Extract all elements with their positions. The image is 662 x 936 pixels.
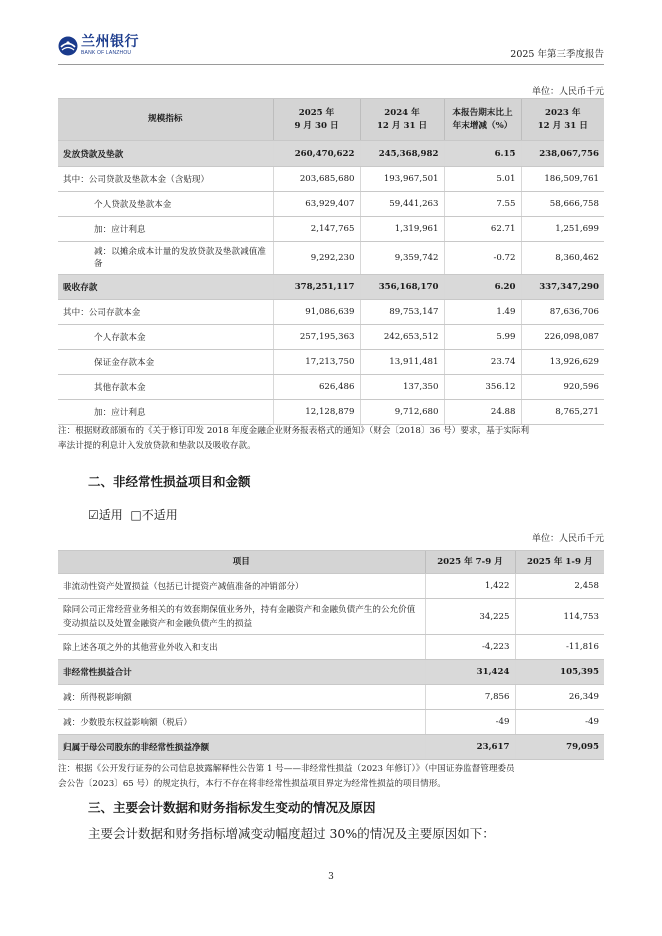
cell-value: 12,128,879 — [273, 400, 360, 425]
header-q3: 2025 年 7-9 月 — [425, 551, 515, 574]
cell-value: 9,712,680 — [360, 400, 444, 425]
header-metric: 规模指标 — [58, 99, 273, 141]
cell-value: 186,509,761 — [521, 167, 604, 192]
cell-value: 226,098,087 — [521, 325, 604, 350]
row-label: 除上述各项之外的其他营业外收入和支出 — [58, 635, 425, 660]
row-label: 个人存款本金 — [58, 325, 273, 350]
row-label: 发放贷款及垫款 — [58, 141, 273, 167]
cell-value: 1,319,961 — [360, 217, 444, 242]
cell-value: 34,225 — [425, 599, 515, 635]
cell-value: 13,911,481 — [360, 350, 444, 375]
row-label: 个人贷款及垫款本金 — [58, 192, 273, 217]
logo-english-name: BANK OF LANZHOU — [81, 50, 132, 56]
table-row — [58, 217, 604, 242]
row-label: 非经常性损益合计 — [58, 660, 425, 685]
section2-title: 二、非经常性损益项目和金额 — [88, 474, 251, 489]
row-label: 减：所得税影响额 — [58, 685, 425, 710]
header-col2: 2024 年 12 月 31 日 — [360, 99, 444, 141]
cell-value: 356.12 — [444, 375, 521, 400]
cell-value: 203,685,680 — [273, 167, 360, 192]
cell-value: 378,251,117 — [273, 275, 360, 300]
cell-value: 356,168,170 — [360, 275, 444, 300]
scale-indicators-table — [58, 98, 604, 425]
cell-value: 6.15 — [444, 141, 521, 167]
cell-value: 626,486 — [273, 375, 360, 400]
cell-value: 238,067,756 — [521, 141, 604, 167]
row-label: 非流动性资产处置损益（包括已计提资产减值准备的冲销部分） — [58, 574, 425, 599]
cell-value: -0.72 — [444, 242, 521, 275]
table-row — [58, 635, 604, 660]
cell-value: 59,441,263 — [360, 192, 444, 217]
cell-value: 58,666,758 — [521, 192, 604, 217]
table-row — [58, 375, 604, 400]
table1-note: 注：根据财政部颁布的《关于修订印发 2018 年度金融企业财务报表格式的通知》（财会〔2018〕36 号）要求，基于实际利 率法计提的利息计入发放贷款和垫款以及吸收存款。 — [58, 426, 530, 451]
row-label: 其他存款本金 — [58, 375, 273, 400]
table-row — [58, 574, 604, 599]
cell-value: 1,422 — [425, 574, 515, 599]
table-row — [58, 599, 604, 635]
row-label: 其中：公司贷款及垫款本金（含贴现） — [58, 167, 273, 192]
table-row — [58, 735, 604, 760]
cell-value: 63,929,407 — [273, 192, 360, 217]
bank-logo-icon — [58, 36, 78, 56]
cell-value: 91,086,639 — [273, 300, 360, 325]
row-label: 加：应计利息 — [58, 217, 273, 242]
not-applicable-checkbox[interactable]: □不适用 — [130, 508, 178, 522]
applicable-checkbox[interactable]: ☑适用 — [88, 508, 123, 522]
cell-value: 9,292,230 — [273, 242, 360, 275]
table-row — [58, 242, 604, 275]
table1-unit: 单位：人民币千元 — [531, 87, 604, 97]
page-number: 3 — [328, 872, 334, 882]
row-label: 保证金存款本金 — [58, 350, 273, 375]
table-row — [58, 685, 604, 710]
non-recurring-items-table — [58, 550, 604, 760]
header-col1: 2025 年 9 月 30 日 — [273, 99, 360, 141]
header-item: 项目 — [58, 551, 425, 574]
row-label: 减：以摊余成本计量的发放贷款及垫款减值准备 — [58, 242, 273, 275]
table-row — [58, 660, 604, 685]
cell-value: 2,458 — [515, 574, 604, 599]
page-header — [58, 34, 604, 65]
cell-value: 242,653,512 — [360, 325, 444, 350]
table-row — [58, 192, 604, 217]
cell-value: 17,213,750 — [273, 350, 360, 375]
cell-value: 260,470,622 — [273, 141, 360, 167]
table-row — [58, 325, 604, 350]
section3-body: 主要会计数据和财务指标增减变动幅度超过 30%的情况及主要原因如下： — [88, 826, 495, 841]
header-col4: 2023 年 12 月 31 日 — [521, 99, 604, 141]
cell-value: -49 — [425, 710, 515, 735]
cell-value: 26,349 — [515, 685, 604, 710]
report-title: 2025 年第三季度报告 — [510, 49, 604, 60]
table-row — [58, 141, 604, 167]
cell-value: 23,617 — [425, 735, 515, 760]
row-label: 吸收存款 — [58, 275, 273, 300]
row-label: 归属于母公司股东的非经常性损益净额 — [58, 735, 425, 760]
table-row — [58, 275, 604, 300]
cell-value: 13,926,629 — [521, 350, 604, 375]
cell-value: 87,636,706 — [521, 300, 604, 325]
cell-value: 8,765,271 — [521, 400, 604, 425]
cell-value: 79,095 — [515, 735, 604, 760]
table-header-row — [58, 99, 604, 141]
cell-value: 89,753,147 — [360, 300, 444, 325]
cell-value: 920,596 — [521, 375, 604, 400]
cell-value: 137,350 — [360, 375, 444, 400]
table-header-row — [58, 551, 604, 574]
cell-value: -4,223 — [425, 635, 515, 660]
logo-chinese-name: 兰州银行 — [81, 34, 139, 50]
cell-value: 1.49 — [444, 300, 521, 325]
cell-value: 9,359,742 — [360, 242, 444, 275]
cell-value: 5.99 — [444, 325, 521, 350]
cell-value: 1,251,699 — [521, 217, 604, 242]
cell-value: 245,368,982 — [360, 141, 444, 167]
cell-value: 114,753 — [515, 599, 604, 635]
cell-value: 6.20 — [444, 275, 521, 300]
cell-value: 23.74 — [444, 350, 521, 375]
cell-value: 5.01 — [444, 167, 521, 192]
table-row — [58, 400, 604, 425]
cell-value: 257,195,363 — [273, 325, 360, 350]
row-label: 减：少数股东权益影响额（税后） — [58, 710, 425, 735]
cell-value: 2,147,765 — [273, 217, 360, 242]
cell-value: 8,360,462 — [521, 242, 604, 275]
table2-note: 注：根据《公开发行证券的公司信息披露解释性公告第 1 号——非经常性损益（2023 年修订）》（中国证券监督管理委员 会公告〔2023〕65 号）的规定执行，本行不存在将非经常性损益项目界定为经常性损益的项目情形。 — [58, 764, 515, 789]
section3-title: 三、主要会计数据和财务指标发生变动的情况及原因 — [88, 800, 376, 815]
row-label: 加：应计利息 — [58, 400, 273, 425]
cell-value: 7.55 — [444, 192, 521, 217]
row-label: 除同公司正常经营业务相关的有效套期保值业务外，持有金融资产和金融负债产生的公允价值变动损益以及处置金融资产和金融负债产生的损益 — [58, 599, 425, 635]
bank-logo — [58, 34, 139, 56]
table-row — [58, 710, 604, 735]
table2-unit: 单位：人民币千元 — [531, 534, 604, 544]
cell-value: 105,395 — [515, 660, 604, 685]
row-label: 其中：公司存款本金 — [58, 300, 273, 325]
table-row — [58, 167, 604, 192]
table-row — [58, 300, 604, 325]
cell-value: 337,347,290 — [521, 275, 604, 300]
cell-value: 193,967,501 — [360, 167, 444, 192]
cell-value: 62.71 — [444, 217, 521, 242]
cell-value: -49 — [515, 710, 604, 735]
cell-value: 7,856 — [425, 685, 515, 710]
header-ytd: 2025 年 1-9 月 — [515, 551, 604, 574]
cell-value: 24.88 — [444, 400, 521, 425]
table-row — [58, 350, 604, 375]
cell-value: -11,816 — [515, 635, 604, 660]
header-col3: 本报告期末比上 年末增减（%） — [444, 99, 521, 141]
cell-value: 31,424 — [425, 660, 515, 685]
applicability-options — [88, 506, 178, 523]
